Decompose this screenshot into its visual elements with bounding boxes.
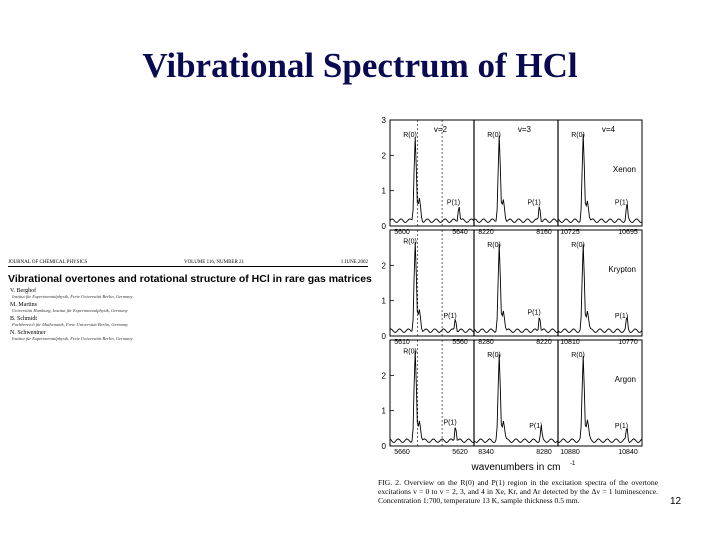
peak-label: R(0) bbox=[403, 348, 417, 356]
y-tick-label: 3 bbox=[381, 116, 386, 125]
peak-label: P(1) bbox=[614, 312, 629, 320]
x-tick-label: 10880 bbox=[560, 449, 580, 456]
figure-caption: FIG. 2. Overview on the R(0) and P(1) region in the excitation spectra of the overtone excitations v = 0 to v = 2, 3, and 4 in Xe, Kr, and Ar detected by the Δv = 1 luminescence. Concentration 1:700, temperature 13 K, sample thickness 0.5 mm. bbox=[378, 478, 658, 505]
x-tick-label: 8220 bbox=[536, 339, 552, 346]
vibrational-level-label: v=2 bbox=[433, 125, 447, 134]
y-tick-label: 1 bbox=[381, 296, 386, 306]
author-name: M. Martins bbox=[10, 302, 37, 308]
peak-label: P(1) bbox=[446, 199, 461, 207]
x-tick-label: 10725 bbox=[560, 229, 580, 236]
x-tick-label: 10840 bbox=[618, 449, 638, 456]
journal-header-line bbox=[8, 260, 368, 267]
peak-label: R(0) bbox=[571, 132, 585, 140]
peak-label: R(0) bbox=[571, 352, 585, 360]
x-tick-label: 5560 bbox=[452, 339, 468, 346]
x-tick-label: 5600 bbox=[394, 229, 410, 236]
x-tick-label: 10770 bbox=[618, 339, 638, 346]
matrix-label: Argon bbox=[614, 375, 636, 384]
peak-label: R(0) bbox=[487, 352, 501, 360]
spectrum-trace bbox=[474, 354, 558, 442]
spectrum-trace bbox=[558, 244, 642, 332]
x-tick-label: 5640 bbox=[452, 229, 468, 236]
matrix-label: Xenon bbox=[612, 165, 636, 174]
x-tick-label: 8280 bbox=[478, 339, 494, 346]
vibrational-level-label: v=4 bbox=[601, 125, 615, 134]
matrix-label: Krypton bbox=[608, 265, 636, 274]
plot-frame bbox=[390, 120, 642, 226]
author-affiliation: Institut für Experimentalphysik, Freie Universität Berlin, Germany bbox=[12, 294, 133, 299]
x-axis-label: wavenumbers in cm bbox=[471, 462, 561, 472]
x-tick-label: 8220 bbox=[478, 229, 494, 236]
x-tick-label: 8340 bbox=[478, 449, 494, 456]
peak-label: P(1) bbox=[614, 199, 629, 207]
plot-frame bbox=[390, 340, 642, 446]
author-affiliation: Fachbereich für Mathematik, Freie Universität Berlin, Germany bbox=[12, 322, 129, 327]
x-tick-label: 5660 bbox=[394, 449, 410, 456]
x-axis-label-superscript: -1 bbox=[570, 461, 576, 467]
x-tick-label: 8280 bbox=[536, 449, 552, 456]
author-affiliation: Institut für Experimentalphysik, Freie Universität Berlin, Germany bbox=[12, 336, 133, 341]
spectrum-trace bbox=[558, 356, 642, 443]
peak-label: P(1) bbox=[527, 199, 541, 207]
peak-label: P(1) bbox=[443, 312, 457, 320]
peak-label: P(1) bbox=[529, 422, 543, 430]
y-tick-label: 1 bbox=[381, 186, 386, 196]
vibrational-level-label: v=3 bbox=[517, 125, 531, 134]
peak-label: P(1) bbox=[443, 419, 457, 427]
slide-title: Vibrational Spectrum of HCl bbox=[142, 46, 578, 85]
peak-label: R(0) bbox=[403, 132, 417, 140]
journal-volume: VOLUME 116, NUMBER 21 bbox=[183, 260, 245, 265]
y-tick-label: 1 bbox=[381, 406, 386, 416]
spectrum-trace bbox=[474, 136, 558, 223]
y-tick-label: 0 bbox=[381, 442, 386, 451]
x-tick-label: 8160 bbox=[536, 229, 552, 236]
spectrum-figure bbox=[370, 112, 685, 472]
peak-label: P(1) bbox=[527, 309, 541, 317]
author-name: B. Schmidt bbox=[10, 316, 38, 322]
spectrum-trace bbox=[558, 134, 642, 222]
paper-title: Vibrational overtones and rotational structure of HCl in rare gas matrices bbox=[8, 273, 372, 285]
x-tick-label: 5610 bbox=[394, 339, 410, 346]
x-tick-label: 5620 bbox=[452, 449, 468, 456]
spectrum-trace bbox=[390, 137, 474, 222]
y-tick-label: 2 bbox=[381, 151, 386, 161]
journal-name: JOURNAL OF CHEMICAL PHYSICS bbox=[8, 260, 88, 265]
author-affiliation: Universität Hamburg, Institut für Experimentalphysik, Germany bbox=[12, 308, 128, 313]
y-tick-label: 0 bbox=[381, 332, 386, 341]
peak-label: R(0) bbox=[487, 242, 501, 250]
paper-header bbox=[8, 260, 372, 341]
spectrum-trace bbox=[474, 244, 558, 332]
spectrum-trace bbox=[390, 348, 474, 443]
x-tick-label: 10695 bbox=[618, 229, 638, 236]
x-tick-label: 10810 bbox=[560, 339, 580, 346]
y-tick-label: 0 bbox=[381, 222, 386, 231]
author-name: V. Berghof bbox=[10, 288, 37, 294]
spectrum-trace bbox=[390, 242, 474, 332]
peak-label: R(0) bbox=[571, 242, 585, 250]
y-tick-label: 2 bbox=[381, 261, 386, 271]
author-name: N. Schwentner bbox=[10, 330, 46, 336]
y-tick-label: 2 bbox=[381, 371, 386, 381]
author-block bbox=[8, 288, 368, 341]
plot-frame bbox=[390, 230, 642, 336]
peak-label: R(0) bbox=[403, 238, 417, 246]
journal-date: 1 JUNE 2002 bbox=[340, 260, 368, 265]
peak-label: R(0) bbox=[487, 132, 501, 140]
page-number: 12 bbox=[670, 496, 682, 507]
peak-label: P(1) bbox=[614, 422, 629, 430]
